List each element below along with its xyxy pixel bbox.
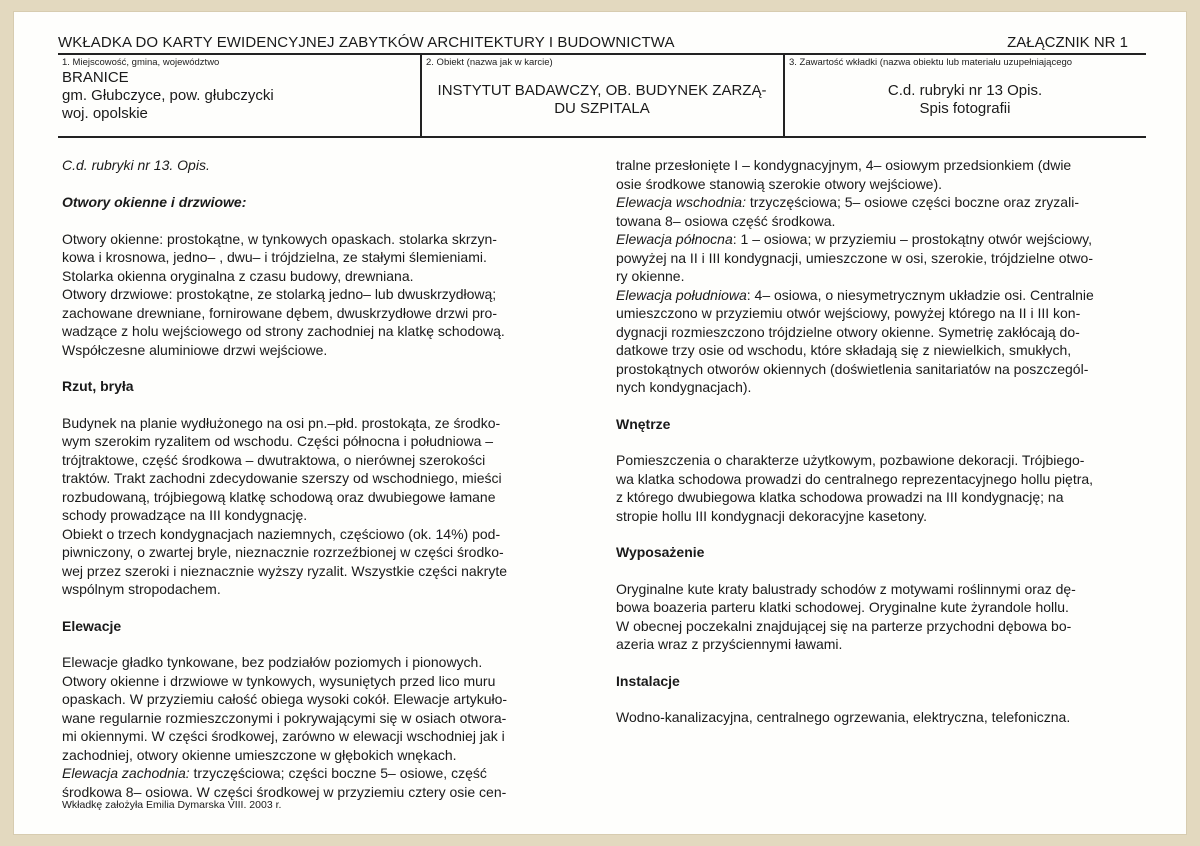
openings-paragraph	[62, 230, 566, 360]
heading-equipment: Wyposażenie	[616, 544, 705, 560]
west-elevation-text: trzyczęściowa; części boczne 5– osiowe, część	[189, 765, 487, 781]
text-line: z którego dwubiegowa klatka schodowa prowadzi na III kondygnację; na	[616, 489, 1064, 505]
text-line: traktów. Trakt zachodni zdecydowanie szerszy od wschodniego, mieści	[62, 470, 502, 486]
text-line: piwniczony, o zwartej bryle, nieznacznie rozrzeźbionej w części środko-	[62, 544, 504, 560]
east-elevation-text: trzyczęściowa; 5– osiowe części boczne oraz zryzali-	[745, 194, 1079, 210]
south-elevation-label: Elewacja południowa	[616, 286, 747, 303]
text-line: trójtraktowe, część środkowa – dwutraktowa, o nierównej szerokości	[62, 451, 486, 468]
text-line: nych kondygnacjach).	[616, 379, 752, 395]
text-line: wane regularnie rozmieszczonymi i pokrywającymi się w osiach otwora-	[62, 709, 507, 726]
location-name: BRANICE	[62, 69, 129, 86]
text-line: towana 8– osiowa część środkowa.	[616, 212, 836, 229]
text-line: zachodniej, otwory okienne umieszczone w głębokich wnękach.	[62, 746, 457, 763]
south-elevation-text: : 4– osiowa, o niesymetrycznym układzie osi. Centralnie	[746, 286, 1094, 303]
text-line	[616, 230, 1146, 249]
text-line: Elewacje gładko tynkowane, bez podziałów poziomych i pionowych.	[62, 654, 483, 670]
object-line-2: DU SZPITALA	[554, 100, 650, 117]
cell1-label: 1. Miejscowość, gmina, województwo	[62, 57, 220, 68]
text-line: Oryginalne kute kraty balustrady schodów z motywami roślinnymi oraz dę-	[616, 580, 1076, 597]
interior-paragraph	[616, 451, 1146, 525]
text-line: środkowa 8– osiowa. W części środkowej w przyziemiu cztery osie cen-	[62, 783, 507, 800]
text-line: zachowane drewniane, fornirowane dębem, dwuskrzydłowe drzwi pro-	[62, 304, 497, 321]
heading-plan: Rzut, bryła	[62, 378, 134, 394]
contents-line-2: Spis fotografii	[919, 100, 1011, 117]
text-line: dygnacji rozmieszczono trójdzielne otwory okienne. Symetrię zakłócają do-	[616, 323, 1080, 340]
object-line-1: INSTYTUT BADAWCZY, OB. BUDYNEK ZARZĄ-	[437, 82, 767, 99]
text-line: kowa i krosnowa, jedno– , dwu– i trójdzielna, ze stałymi ślemieniami.	[62, 249, 487, 265]
heading-interior: Wnętrze	[616, 415, 671, 432]
north-elevation-label: Elewacja północna	[616, 231, 733, 247]
header-bottom-rule	[58, 136, 1146, 138]
heading-installations: Instalacje	[616, 672, 680, 689]
text-line: wadzące z holu wejściowego od strony zachodniej na klatkę schodową.	[62, 323, 505, 339]
text-line: osie środkowe stanowią szerokie otwory wejściowe).	[616, 175, 943, 192]
text-line: datkowe trzy osie od wschodu, które składają się z niewielkich, smukłych,	[616, 342, 1072, 358]
text-line: rozbudowaną, trójbiegową klatkę schodową oraz dwubiegowe łamane	[62, 488, 496, 505]
location-gmina: gm. Głubczyce, pow. głubczycki	[62, 87, 274, 104]
text-line	[616, 193, 1146, 212]
text-line: tralne przesłonięte I – kondygnacyjnym, 4– osiowym przedsionkiem (dwie	[616, 157, 1072, 173]
heading-openings: Otwory okienne i drzwiowe:	[62, 194, 247, 210]
header-divider-1	[420, 53, 422, 138]
right-column	[616, 156, 1146, 727]
annex-number: ZAŁĄCZNIK NR 1	[1007, 34, 1128, 51]
intro-text: C.d. rubryki nr 13. Opis.	[62, 157, 210, 173]
header-top-rule	[58, 53, 1146, 55]
text-line: Współczesne aluminiowe drzwi wejściowe.	[62, 341, 328, 358]
text-line: Stolarka okienna oryginalna z czasu budowy, drewniana.	[62, 267, 414, 284]
text-line	[616, 286, 1146, 305]
cell2-label: 2. Obiekt (nazwa jak w karcie)	[426, 57, 553, 68]
text-line: prostokątnych otworów okiennych (doświetlenia sanitariatów na poszczegól-	[616, 360, 1089, 377]
text-line: schody prowadzące na III kondygnację.	[62, 507, 308, 523]
plan-paragraph	[62, 414, 566, 599]
north-elevation-text: : 1 – osiowa; w przyziemiu – prostokątny otwór wejściowy,	[732, 231, 1092, 247]
text-line: wa klatka schodowa prowadzi do centralnego reprezentacyjnego hollu piętra,	[616, 470, 1094, 487]
text-line: Budynek na planie wydłużonego na osi pn.–płd. prostokąta, ze środko-	[62, 414, 501, 431]
document-title: WKŁADKA DO KARTY EWIDENCYJNEJ ZABYTKÓW ARCHITEKTURY I BUDOWNICTWA	[58, 34, 675, 51]
installations-text: Wodno-kanalizacyjna, centralnego ogrzewania, elektryczna, telefoniczna.	[616, 709, 1071, 725]
text-line: powyżej na II i III kondygnacji, umieszczone w osi, szerokie, trójdzielne otwo-	[616, 249, 1093, 266]
location-cell	[62, 69, 274, 123]
text-line: wym szerokim ryzalitem od wschodu. Części północna i południowa –	[62, 433, 494, 449]
text-line: wej przez szeroki i nieznacznie wyższy ryzalit. Wszystkie części nakryte	[62, 562, 508, 579]
object-cell	[424, 82, 780, 118]
header-divider-2	[783, 53, 785, 138]
heading-elevations: Elewacje	[62, 617, 122, 634]
west-elevation-label: Elewacja zachodnia:	[62, 765, 190, 781]
text-line: Otwory okienne i drzwiowe w tynkowych, wysuniętych przed lico muru	[62, 672, 496, 689]
text-line: azeria wraz z przyściennymi ławami.	[616, 636, 843, 652]
text-line: Obiekt o trzech kondygnacjach naziemnych, częściowo (ok. 14%) pod-	[62, 525, 501, 542]
left-column	[62, 156, 566, 801]
text-line: mi okiennymi. W części środkowej, zarówno w elewacji wschodniej jak i	[62, 728, 505, 744]
text-line: opaskach. W przyziemiu całość obiega wysoki cokół. Elewacje artykuło-	[62, 691, 508, 707]
text-line: Otwory okienne: prostokątne, w tynkowych opaskach. stolarka skrzyn-	[62, 230, 497, 247]
text-line: Otwory drzwiowe: prostokątne, ze stolarką jedno– lub dwuskrzydłową;	[62, 286, 497, 302]
text-line: Pomieszczenia o charakterze użytkowym, pozbawione dekoracji. Trójbiego-	[616, 452, 1085, 468]
text-line: bowa boazeria parteru klatki schodowej. Oryginalne kute żyrandole hollu.	[616, 599, 1069, 615]
text-line: stropie hollu III kondygnacji dekoracyjne kasetony.	[616, 507, 928, 524]
contents-line-1: C.d. rubryki nr 13 Opis.	[887, 82, 1043, 99]
text-line: W obecnej poczekalni znajdującej się na parterze przychodni dębowa bo-	[616, 617, 1072, 634]
east-elevation-label: Elewacja wschodnia:	[616, 194, 746, 210]
text-line: wspólnym stropodachem.	[62, 581, 221, 597]
text-line	[62, 764, 566, 783]
cell3-label: 3. Zawartość wkładki (nazwa obiektu lub materiału uzupełniającego	[789, 57, 1073, 68]
footer-author: Wkładkę założyła Emilia Dymarska VIII. 2003 r.	[62, 799, 282, 811]
text-line: ry okienne.	[616, 268, 685, 284]
contents-cell	[787, 82, 1143, 118]
equipment-paragraph	[616, 580, 1146, 654]
elevations-paragraph	[62, 653, 566, 801]
text-line: umieszczono w przyziemiu otwór wejściowy, powyżej którego na II i III kon-	[616, 305, 1081, 321]
location-voivodeship: woj. opolskie	[62, 105, 148, 122]
